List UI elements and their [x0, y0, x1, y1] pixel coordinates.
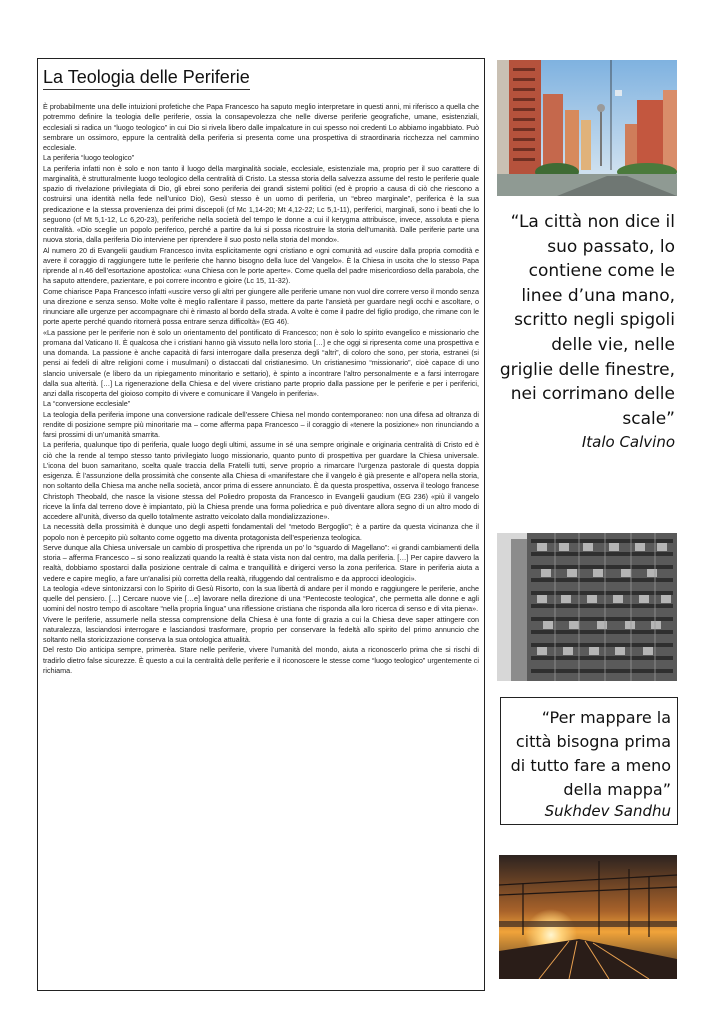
paragraph: «La passione per le periferie non è solo un orientamento del pontificato di Francesco; non è solo lo spirito evangelico e missionario che promana dal Vaticano II. È qualcosa che i cristiani hanno già vissuto nella loro storia […] e che oggi si ripresenta come una prospettiva e una domanda. La passione è anche capacità di farsi interrogare dalla presenza degli “altri”, di coloro che sono, per storia, estranei (si pensi ai fedeli di altre religioni come i musulmani) o distaccati dal cristianesimo. Un cristianesimo “missionario”, cioè capace di uno slancio universale (e libero da un ripiegamento minoritario e settario), è spinto a incontrare l’altro personalmente e a farsi interrogare dalla sua alterità. […] La rigenerazione della Chiesa e del vivere cristiano parte proprio dalla passione per le periferie e per i periferici, anzi dalla riscoperta del gioioso compito di vivere e comunicare il Vangelo in periferia».: [43, 327, 479, 398]
quote-text: “Per mappare la città bisogna prima di tutto fare a meno della mappa”: [510, 708, 671, 799]
paragraph: Al numero 20 di Evangelii gaudium Francesco invita esplicitamente ogni cristiano e ogni comunità ad «uscire dalla propria comodità e avere il coraggio di raggiungere tutte le periferie che hanno bisogno della luce del Vangelo». È la Chiesa in uscita che lo stesso Papa riprende al n.46 dell’esortazione apostolica: «una Chiesa con le porte aperte». Come quella del padre misericordioso della parabola, che ha saputo attendere, pazientare, e poi correre incontro e gioire (Lc 15, 11-32).: [43, 245, 479, 286]
quote-author: Italo Calvino: [581, 433, 675, 452]
photo-apartment-buildings: [497, 60, 677, 196]
paragraph: Serve dunque alla Chiesa universale un cambio di prospettiva che riprenda un po’ lo “sguardo di Magellano”: «i grandi cambiamenti della storia – afferma Francesco – si sono realizzati quando la realtà è stata vista non dal centro, ma dalla periferia. […] Per capire davvero la realtà, dobbiamo spostarci dalla posizione centrale di calma e tranquillità e dirigerci verso la zona periferica. Stare in periferia aiuta a vedere e capire meglio, a fare un’analisi più corretta della realtà, rifuggendo dal centralismo e da approcci ideologici».: [43, 542, 479, 583]
paragraph: È probabilmente una delle intuizioni profetiche che Papa Francesco ha saputo meglio interpretare in questi anni, mi riferisco a quella che potremmo definire la teologia delle periferie, ossia la consapevolezza che nelle diverse periferie geografiche, umane, esistenziali, ecclesiali si radica un “luogo teologico” in cui Dio si rivela libero dalle impalcature in cui spesso noi credenti Lo abbiamo ingabbiato. Può sembrare un ossimoro, eppure la centralità della periferia si presenta come una prospettiva di straordinaria ricchezza nel cammino ecclesiale.: [43, 102, 479, 152]
paragraph: La periferia infatti non è solo e non tanto il luogo della marginalità sociale, ecclesiale, esistenziale ma, proprio per il suo carattere di marginalità, è strutturalmente luogo teologico della centralità di Cristo. La stessa storia della salvezza assume del resto le periferie quale spazio di rivelazione privilegiata di Dio, gli ebrei sono periferia dei grandi sistemi politici (ed è proprio a causa di ciò che riescono a costruirsi una identità nella fede nell’unico Dio), Gesù stesso è un uomo di periferia, un “ebreo marginale”, periferica è la sua predicazione e la stessa provenienza dei primi discepoli (cf Mc 1,14-20; Mt 4,12-22; Lc 5,1-11), periferici, marginali, sono i beati che lo seguono (cf Mt 5,1-12, Lc 6,20-23), periferiche nella società del tempo le donne a cui il kerygma attribuisce, invece, assoluta e piena centralità. «Dio sceglie un popolo periferico, perché a partire da lui si possa ricostruire la storia dell’umanità. Dalle periferie parte una nuova storia, dalla periferia Dio interviene per riprendere il suo posto nella storia del mondo».: [43, 163, 479, 245]
quote-text: “La città non dice il suo passato, lo contiene come le linee d’una mano, scritto negli spigoli delle vie, nelle griglie delle finestre, nei corrimano delle scale”: [499, 212, 675, 429]
section-heading: La periferia “luogo teologico”: [43, 153, 135, 163]
paragraph: La teologia «deve sintonizzarsi con lo Spirito di Gesù Risorto, con la sua libertà di andare per il mondo e raggiungere le periferie, anche quelle del pensiero. […] Cercare nuove vie […e] lavorare nella direzione di una “Pentecoste teologica”, che permetta alle donne e agli uomini del nostro tempo di ascoltare “nella propria lingua” una riflessione cristiana che risponda alla loro ricerca di senso e di vita piena».: [43, 583, 479, 614]
paragraph: La necessità della prossimità è dunque uno degli aspetti fondamentali del “metodo Bergoglio”; è a partire da questa vicinanza che il popolo non è percepito più soltanto come oggetto ma diventa protagonista dell’esperienza teologica.: [43, 522, 479, 542]
paragraph: Come chiarisce Papa Francesco infatti «uscire verso gli altri per giungere alle periferie umane non vuol dire correre verso il mondo senza una direzione e senza senso. Molte volte è meglio rallentare il passo, mettere da parte l’ansietà per guardare negli occhi e ascoltare, o rinunciare alle urgenze per accompagnare chi è rimasto al bordo della strada. A volte è come il padre del figlio prodigo, che rimane con le porte aperte perché quando ritornerà possa entrare senza difficoltà» (EG 46).: [43, 286, 479, 327]
photo-railway-sunset: [499, 855, 677, 979]
article-frame: [37, 58, 485, 991]
photo-residential-tower: [497, 533, 677, 681]
quote-sandhu: [500, 697, 678, 825]
article-body: [43, 102, 479, 676]
article-title: La Teologia delle Periferie: [43, 67, 250, 90]
paragraph: La periferia, qualunque tipo di periferia, quale luogo degli ultimi, assume in sé una sempre originale e originaria centralità di Cristo ed è ciò che la rende al tempo stesso tanto privilegiato luogo missionario, quanto punto di prospettiva per guardare la Chiesa universale. L’icona del buon samaritano, scelta quale traccia della Fratelli tutti, serve proprio a rimarcare l’urgenza pastorale di questa doppia esigenza. È l’assunzione della prossimità che consente alla Chiesa di «manifestare che il vangelo è già presente e all’opera nella storia, non soltanto della Chiesa ma anche nella società, ancor prima di essere annunciato. È da questa prospettiva, osserva il teologo francese Christoph Theobald, che nasce la visione stessa del Poliedro proposta da Francesco in Evangelii gaudium (EG 236) «più il vangelo riceve la linfa dal terreno dove è impiantato, più la Chiesa prende una forma poliedrica e può diventare allora segno di un altro modo di accedere all’unità, diverso da quello totalmente astratto veicolato dalla mondializzazione».: [43, 440, 479, 521]
section-heading: La “conversione ecclesiale”: [43, 399, 131, 409]
paragraph: Vivere le periferie, assumerle nella stessa comprensione della Chiesa è una fonte di grazia a cui la Chiesa deve saper attingere con naturalezza, lasciandosi interrogare e lasciandosi trasformare, proprio per conservare la fedeltà allo spirito del primo annuncio che soltanto nella storicizzazione conserva la sua ontologica attualità.: [43, 614, 479, 644]
quote-calvino: [497, 210, 675, 451]
paragraph: Del resto Dio anticipa sempre, primerèa. Stare nelle periferie, vivere l’umanità del mondo, aiuta a riconoscerlo prima che si rischi di tradirlo dietro false sicurezze. È questo a cui la centralità delle periferie e il riconoscere le stesse come “luogo teologico” urgentemente ci richiama.: [43, 645, 479, 675]
quote-author: Sukhdev Sandhu: [544, 802, 671, 820]
paragraph: La teologia della periferia impone una conversione radicale dell’essere Chiesa nel mondo contemporaneo: non una difesa ad oltranza di rendite di posizione sempre più minoritarie ma – come afferma papa Francesco – il coraggio di «tenere la posizione» non rinunciando a farsi prossimi di un’umanità smarrita.: [43, 409, 479, 439]
